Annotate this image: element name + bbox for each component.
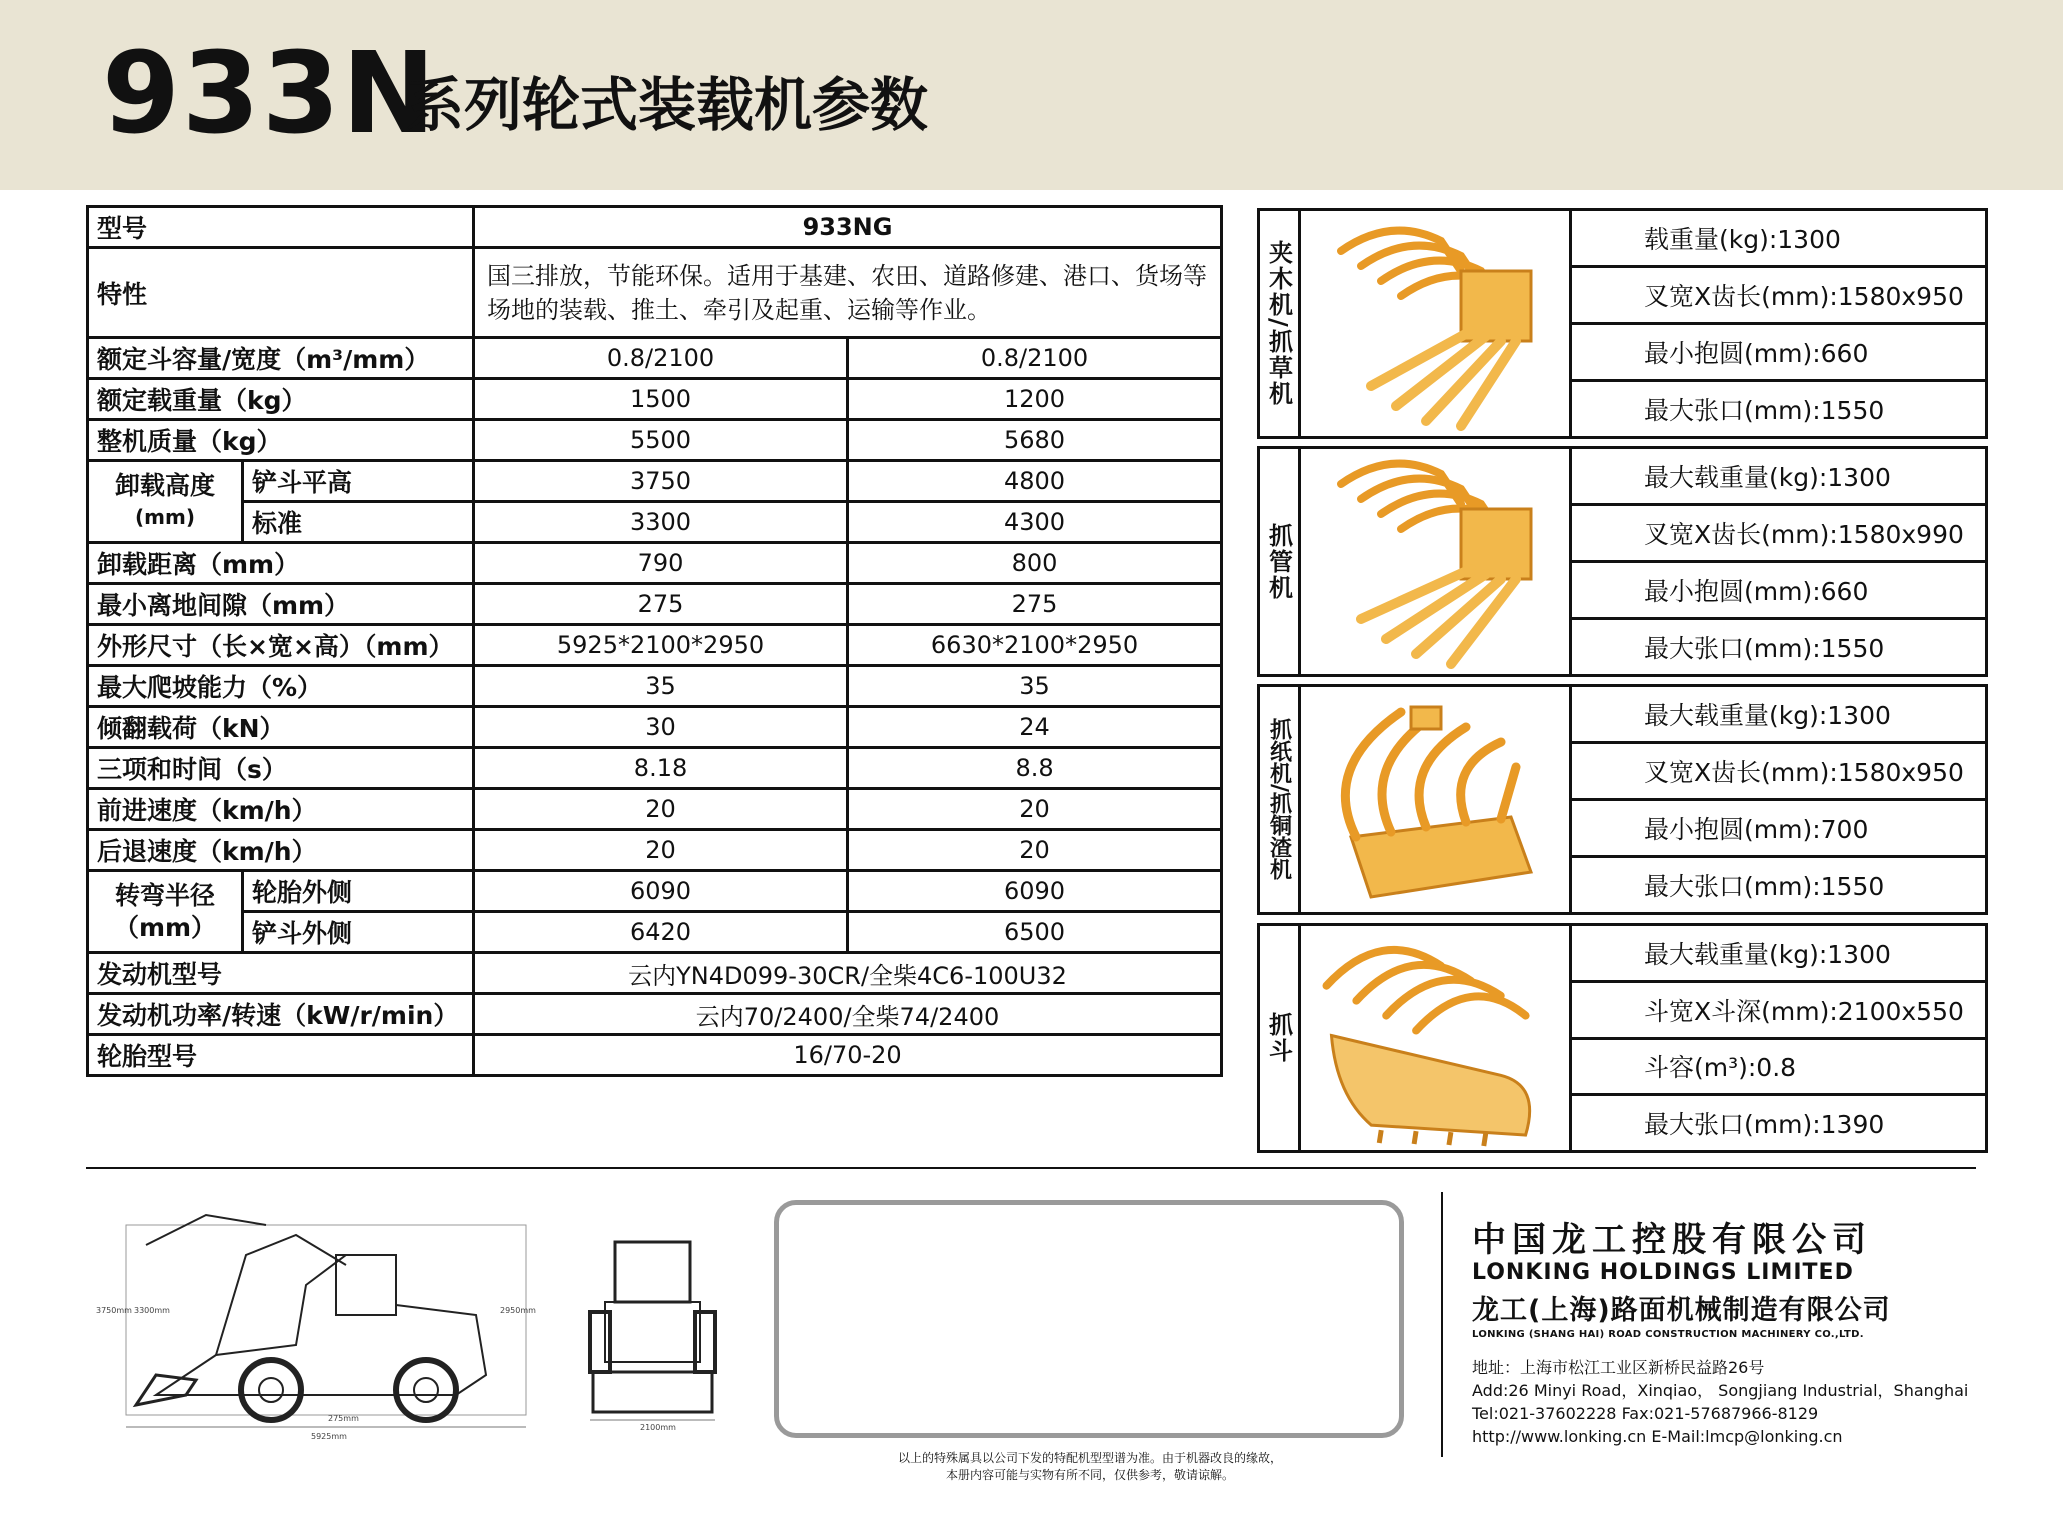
pipe-grapple-image xyxy=(1301,449,1572,674)
spec-value: 3750 xyxy=(474,461,848,502)
table-row xyxy=(88,502,1222,543)
spec-value: 云内70/2400/全柴74/2400 xyxy=(474,994,1222,1035)
spec-value: 275 xyxy=(474,584,848,625)
attachment-spec: 载重量(kg):1300 xyxy=(1572,211,1985,268)
spec-value: 6090 xyxy=(848,871,1222,912)
spec-value: 16/70-20 xyxy=(474,1035,1222,1076)
table-row xyxy=(88,584,1222,625)
loader-side-view-drawing xyxy=(96,1195,536,1445)
table-row xyxy=(88,1035,1222,1076)
spec-label: 发动机功率/转速（kW/r/min） xyxy=(88,994,474,1035)
spec-sublabel: 铲斗平高 xyxy=(243,461,474,502)
attachment-spec: 叉宽X齿长(mm):1580x950 xyxy=(1572,268,1985,325)
table-row xyxy=(88,338,1222,379)
dim-label: 2950mm xyxy=(500,1306,536,1315)
grapple-bucket-image xyxy=(1301,926,1572,1150)
attachment-spec: 最小抱圆(mm):660 xyxy=(1572,563,1985,620)
spec-table xyxy=(86,205,1223,1077)
spec-label: 最大爬坡能力（%） xyxy=(88,666,474,707)
spec-value: 20 xyxy=(474,830,848,871)
spec-value: 云内YN4D099-30CR/全柴4C6-100U32 xyxy=(474,953,1222,994)
spec-value: 6630*2100*2950 xyxy=(848,625,1222,666)
attachment-spec: 最小抱圆(mm):700 xyxy=(1572,801,1985,858)
table-row xyxy=(88,207,1222,248)
attachment-panel xyxy=(1257,684,1988,915)
spec-label: 卸载距离（mm） xyxy=(88,543,474,584)
spec-value: 20 xyxy=(848,789,1222,830)
spec-value: 6500 xyxy=(848,912,1222,953)
dump-height-unit: (mm) xyxy=(135,505,195,529)
turn-radius-unit: （mm） xyxy=(113,912,217,942)
spec-value: 1500 xyxy=(474,379,848,420)
address-cn: 地址：上海市松江工业区新桥民益路26号 xyxy=(1472,1358,1765,1377)
spec-sublabel: 轮胎外侧 xyxy=(243,871,474,912)
page-title: 系列轮式装载机参数 xyxy=(406,71,929,139)
address-en: Add:26 Minyi Road，Xinqiao， Songjiang Industrial，Shanghai xyxy=(1472,1381,1969,1400)
spec-value: 4800 xyxy=(848,461,1222,502)
spec-label xyxy=(88,871,243,953)
spec-label: 型号 xyxy=(88,207,474,248)
attachment-panel xyxy=(1257,208,1988,439)
spec-sublabel: 铲斗外侧 xyxy=(243,912,474,953)
dump-height-label: 卸载高度 xyxy=(114,471,215,500)
company-name-en: LONKING HOLDINGS LIMITED xyxy=(1472,1260,1854,1285)
dim-label: 3300mm xyxy=(134,1306,170,1315)
spec-label: 倾翻载荷（kN） xyxy=(88,707,474,748)
table-row xyxy=(88,248,1222,338)
attachment-name: 抓纸机/抓铜渣机 xyxy=(1260,687,1301,912)
log-grapple-image xyxy=(1301,211,1572,436)
turn-radius-label: 转弯半径 xyxy=(114,880,215,910)
attachment-spec: 叉宽X齿长(mm):1580x950 xyxy=(1572,744,1985,801)
table-row xyxy=(88,543,1222,584)
model-title: 933N xyxy=(102,29,438,159)
dim-label: 5925mm xyxy=(311,1432,347,1441)
attachment-spec: 最大载重量(kg):1300 xyxy=(1572,926,1985,983)
dim-label: 3750mm xyxy=(96,1306,132,1315)
spec-value: 20 xyxy=(474,789,848,830)
spec-value: 1200 xyxy=(848,379,1222,420)
spec-value: 800 xyxy=(848,543,1222,584)
spec-value: 790 xyxy=(474,543,848,584)
spec-value: 6090 xyxy=(474,871,848,912)
paper-grapple-image xyxy=(1301,687,1572,912)
log-grapple-icon xyxy=(1301,211,1569,436)
spec-value: 275 xyxy=(848,584,1222,625)
table-row xyxy=(88,461,1222,502)
attachment-spec: 斗宽X斗深(mm):2100x550 xyxy=(1572,983,1985,1040)
company-name-cn: 中国龙工控股有限公司 xyxy=(1472,1220,1872,1260)
vertical-divider xyxy=(1441,1192,1443,1457)
contact-web: http://www.lonking.cn E-Mail:lmcp@lonking.cn xyxy=(1472,1427,1843,1446)
attachment-spec: 最大张口(mm):1550 xyxy=(1644,634,1885,663)
spec-label: 三项和时间（s） xyxy=(88,748,474,789)
spec-value: 35 xyxy=(848,666,1222,707)
attachment-spec: 最大张口(mm):1390 xyxy=(1644,1110,1885,1140)
spec-value: 4300 xyxy=(848,502,1222,543)
spec-label: 前进速度（km/h） xyxy=(88,789,474,830)
spec-sublabel: 标准 xyxy=(243,502,474,543)
spec-label: 特性 xyxy=(88,248,474,338)
spec-value: 5925*2100*2950 xyxy=(474,625,848,666)
spec-label: 后退速度（km/h） xyxy=(88,830,474,871)
disclaimer: 以上的特殊属具以公司下发的特配机型型谱为准。由于机器改良的缘故， 本册内容可能与实物有所不同，仅供参考，敬请谅解。 xyxy=(897,1451,1282,1482)
attachment-spec: 最大载重量(kg):1300 xyxy=(1572,687,1985,744)
attachment-spec: 斗容(m³):0.8 xyxy=(1572,1040,1985,1097)
attachment-spec: 叉宽X齿长(mm):1580x990 xyxy=(1572,506,1985,563)
spec-label: 额定载重量（kg） xyxy=(88,379,474,420)
spec-label xyxy=(88,461,243,543)
notice-box xyxy=(774,1200,1404,1438)
attachment-name: 抓斗 xyxy=(1260,926,1301,1150)
attachment-name: 抓管机 xyxy=(1260,449,1301,674)
spec-label: 外形尺寸（长×宽×高）（mm） xyxy=(88,625,474,666)
table-row xyxy=(88,830,1222,871)
dim-label: 2100mm xyxy=(640,1423,676,1432)
spec-value: 0.8/2100 xyxy=(474,338,848,379)
attachment-spec: 最大载重量(kg):1300 xyxy=(1572,449,1985,506)
table-row xyxy=(88,871,1222,912)
table-row xyxy=(88,666,1222,707)
paper-grapple-icon xyxy=(1301,687,1569,912)
loader-front-view-drawing xyxy=(585,1232,720,1432)
spec-label: 额定斗容量/宽度（m³/mm） xyxy=(88,338,474,379)
company-info xyxy=(1472,1220,1992,1448)
pipe-grapple-icon xyxy=(1301,449,1569,674)
spec-label: 轮胎型号 xyxy=(88,1035,474,1076)
table-row xyxy=(88,625,1222,666)
table-row xyxy=(88,953,1222,994)
subsidiary-name-cn: 龙工(上海)路面机械制造有限公司 xyxy=(1472,1295,1891,1326)
contact-phone: Tel:021-37602228 Fax:021-57687966-8129 xyxy=(1472,1404,1819,1423)
spec-value: 8.8 xyxy=(848,748,1222,789)
dim-label: 275mm xyxy=(328,1414,359,1423)
spec-label: 整机质量（kg） xyxy=(88,420,474,461)
attachment-spec: 最大张口(mm):1550 xyxy=(1644,872,1885,901)
attachment-panel xyxy=(1257,446,1988,677)
grapple-bucket-icon xyxy=(1301,926,1569,1150)
spec-value: 30 xyxy=(474,707,848,748)
table-row xyxy=(88,994,1222,1035)
table-row xyxy=(88,379,1222,420)
attachment-panel xyxy=(1257,923,1988,1153)
attachment-spec: 最小抱圆(mm):660 xyxy=(1572,325,1985,382)
spec-value: 6420 xyxy=(474,912,848,953)
table-row xyxy=(88,707,1222,748)
spec-value: 933NG xyxy=(474,207,1222,248)
attachment-name: 夹木机/抓草机 xyxy=(1260,211,1301,436)
spec-value: 8.18 xyxy=(474,748,848,789)
table-row xyxy=(88,420,1222,461)
subsidiary-name-en: LONKING (SHANG HAI) ROAD CONSTRUCTION MACHINERY CO.,LTD. xyxy=(1472,1329,1864,1340)
spec-value: 24 xyxy=(848,707,1222,748)
spec-value: 20 xyxy=(848,830,1222,871)
spec-label: 发动机型号 xyxy=(88,953,474,994)
spec-value: 3300 xyxy=(474,502,848,543)
spec-value: 5500 xyxy=(474,420,848,461)
spec-value: 5680 xyxy=(848,420,1222,461)
spec-value: 35 xyxy=(474,666,848,707)
attachment-spec: 最大张口(mm):1550 xyxy=(1644,396,1885,425)
spec-label: 最小离地间隙（mm） xyxy=(88,584,474,625)
table-row xyxy=(88,789,1222,830)
spec-value: 0.8/2100 xyxy=(848,338,1222,379)
section-divider xyxy=(86,1167,1976,1169)
spec-value: 国三排放，节能环保。适用于基建、农田、道路修建、港口、货场等场地的装载、推土、牵引及起重、运输等作业。 xyxy=(474,248,1222,338)
table-row xyxy=(88,748,1222,789)
table-row xyxy=(88,912,1222,953)
